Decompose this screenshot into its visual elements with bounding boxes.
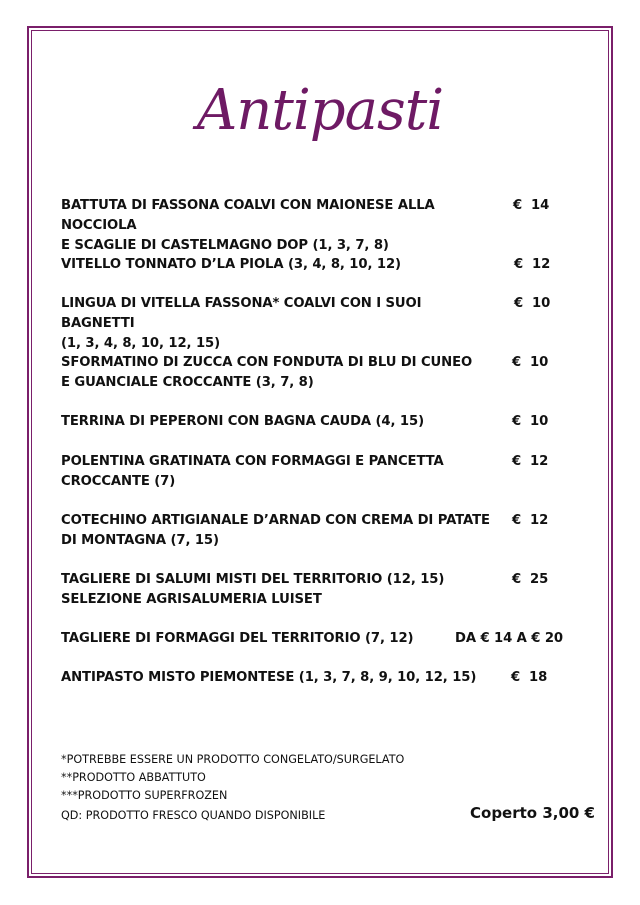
menu-item-price: € 14 bbox=[513, 198, 550, 213]
menu-item-price: € 10 bbox=[512, 355, 549, 370]
menu-item bbox=[61, 511, 561, 551]
menu-item-price: € 10 bbox=[512, 414, 549, 429]
menu-item-description: ANTIPASTO MISTO PIEMONTESE (1, 3, 7, 8, 9, 10, 12, 15) bbox=[61, 670, 477, 685]
menu-item-description: COTECHINO ARTIGIANALE D’ARNAD CON CREMA DI PATATE DI MONTAGNA (7, 15) bbox=[61, 513, 490, 548]
cover-charge: Coperto 3,00 € bbox=[470, 804, 595, 822]
footnote-frozen: *POTREBBE ESSERE UN PRODOTTO CONGELATO/SURGELATO bbox=[61, 753, 405, 766]
menu-item bbox=[61, 412, 561, 432]
menu-item-description: BATTUTA DI FASSONA COALVI CON MAIONESE ALLA NOCCIOLA E SCAGLIE DI CASTELMAGNO DOP (1, 3, 7, 8) bbox=[61, 198, 435, 253]
menu-item-description: TAGLIERE DI SALUMI MISTI DEL TERRITORIO (12, 15) SELEZIONE AGRISALUMERIA LUISET bbox=[61, 572, 445, 607]
menu-item-price: € 10 bbox=[514, 296, 551, 311]
footnote-fresh: QD: PRODOTTO FRESCO QUANDO DISPONIBILE bbox=[61, 809, 326, 822]
menu-item bbox=[61, 255, 561, 275]
menu-item-description: POLENTINA GRATINATA CON FORMAGGI E PANCETTA CROCCANTE (7) bbox=[61, 454, 444, 489]
menu-item-description: TAGLIERE DI FORMAGGI DEL TERRITORIO (7, 12) bbox=[61, 631, 414, 646]
menu-title: Antipasti bbox=[196, 78, 444, 143]
menu-item-description: LINGUA DI VITELLA FASSONA* COALVI CON I SUOI BAGNETTI (1, 3, 4, 8, 10, 12, 15) bbox=[61, 296, 422, 351]
menu-item bbox=[61, 353, 561, 393]
menu-item bbox=[61, 294, 561, 354]
menu-item-price: € 12 bbox=[512, 513, 549, 528]
menu-item bbox=[61, 570, 561, 610]
footnote-chilled: **PRODOTTO ABBATTUTO bbox=[61, 771, 206, 784]
menu-item bbox=[61, 452, 561, 492]
menu-item bbox=[61, 196, 561, 256]
menu-item-price: € 12 bbox=[514, 257, 551, 272]
menu-item-price: € 25 bbox=[512, 572, 549, 587]
menu-item-price: DA € 14 A € 20 bbox=[455, 631, 563, 646]
menu-item bbox=[61, 668, 561, 688]
menu-item-description: TERRINA DI PEPERONI CON BAGNA CAUDA (4, 15) bbox=[61, 414, 424, 429]
menu-item-description: VITELLO TONNATO D’LA PIOLA (3, 4, 8, 10, 12) bbox=[61, 257, 401, 272]
menu-item-price: € 12 bbox=[512, 454, 549, 469]
footnote-superfrozen: ***PRODOTTO SUPERFROZEN bbox=[61, 789, 228, 802]
menu-item bbox=[61, 629, 561, 649]
menu-item-price: € 18 bbox=[511, 670, 548, 685]
menu-item-description: SFORMATINO DI ZUCCA CON FONDUTA DI BLU DI CUNEO E GUANCIALE CROCCANTE (3, 7, 8) bbox=[61, 355, 473, 390]
